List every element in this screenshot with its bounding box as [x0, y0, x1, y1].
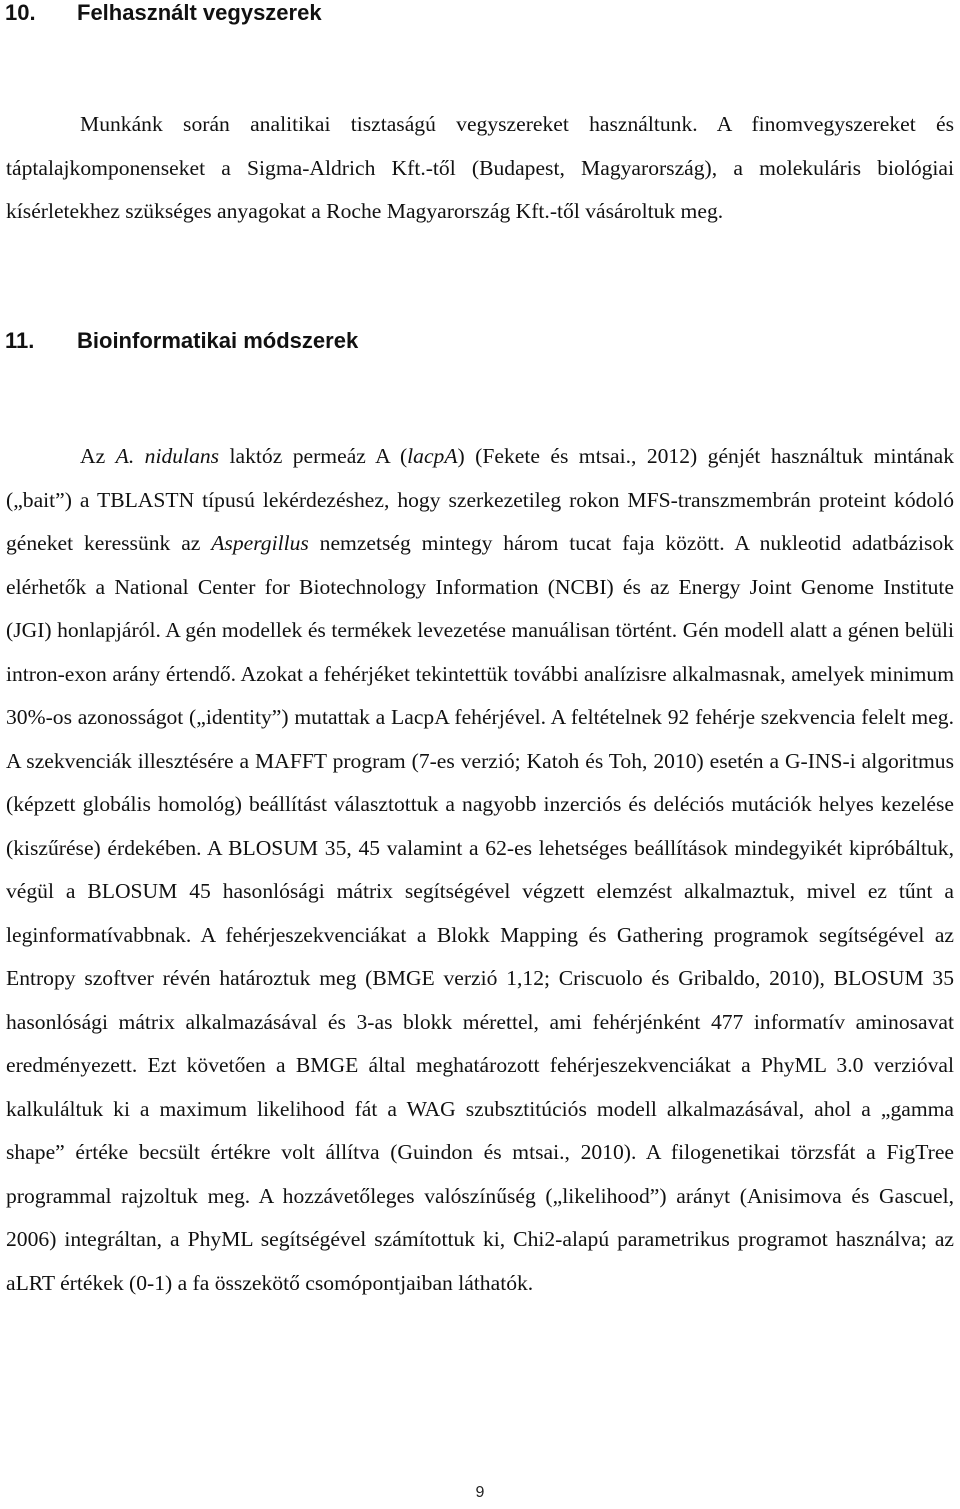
section-title: Bioinformatikai módszerek	[77, 328, 359, 353]
genus-name: Aspergillus	[211, 531, 309, 555]
paragraph-chemicals	[6, 103, 954, 234]
species-name: A. nidulans	[115, 444, 220, 468]
paragraph-text	[6, 435, 954, 1305]
gene-name: lacpA	[407, 444, 458, 468]
section-number: 10.	[5, 0, 36, 25]
text-run: ) (Fekete és mtsai., 2012) génjét használtuk mintának („bait”) a TBLASTN típusú lekérdezéshez, hogy szerkezetileg rokon MFS-transzmembrán proteint kódoló géneket keressünk az	[6, 444, 955, 555]
page-number: 9	[475, 1484, 485, 1501]
section-title: Felhasznált vegyszerek	[77, 0, 322, 25]
text-run: nemzetség mintegy három tucat faja között. A nukleotid adatbázisok elérhetők a National Center for Biotechnology Information (NCBI) és az Energy Joint Genome Institute (JGI) honlapjáról. A gén modellek és termékek levezetése manuálisan történt. Gén modell alatt a génen belüli intron-exon arány értendő. Azokat a fehérjéket tekintettük további analízisre alkalmasnak, amelyek minimum 30%-os azonosságot („identity”) mutattak a LacpA fehérjével. A feltételnek 92 fehérje szekvencia felelt meg. A szekvenciák illesztésére a MAFFT program (7-es verzió; Katoh és Toh, 2010) esetén a G-INS-i algoritmus (képzett globális homológ) beállítást választottuk a nagyobb inzerciós és deléciós mutációk helyes kezelése (kiszűrése) érdekében. A BLOSUM 35, 45 valamint a 62-es lehetséges beállítások mindegyikét kipróbáltuk, végül a BLOSUM 45 hasonlósági mátrix segítségével végzett elemzést alkalmaztuk, mivel ez tűnt a leginformatívabbnak. A fehérjeszekvenciákat a Blokk Mapping és Gathering programok segítségével az Entropy szoftver révén határoztuk meg (BMGE verzió 1,12; Criscuolo és Gribaldo, 2010), BLOSUM 35 hasonlósági mátrix alkalmazásával és 3-as blokk mérettel, ami fehérjénként 477 informatív aminosavat eredményezett. Ezt követően a BMGE által meghatározott fehérjeszekvenciákat a PhyML 3.0 verzióval kalkuláltuk ki a maximum likelihood fát a WAG szubsztitúciós modell alkalmazásával, ahol a „gamma shape” értéke becsült értékre volt állítva (Guindon és mtsai., 2010). A filogenetikai törzsfát a FigTree programmal rajzoltuk meg. A hozzávetőleges valószínűség („likelihood”) arányt (Anisimova és Gascuel, 2006) integráltan, a PhyML segítségével számítottuk ki, Chi2-alapú parametrikus programot használva; az aLRT értékek (0-1) a fa összekötő csomópontjaiban láthatók.	[6, 531, 954, 1295]
section-heading-11	[5, 328, 358, 354]
section-number: 11.	[5, 328, 35, 353]
section-heading-10	[5, 0, 322, 26]
text-run: laktóz permeáz A (	[219, 444, 408, 468]
text-run: Az	[80, 444, 116, 468]
paragraph-text: Munkánk során analitikai tisztaságú vegyszereket használtunk. A finomvegyszereket és táptalajkomponenseket a Sigma-Aldrich Kft.-től (Budapest, Magyarország), a molekuláris biológiai kísérletekhez szükséges anyagokat a Roche Magyarország Kft.-től vásároltuk meg.	[6, 112, 954, 223]
paragraph-bioinformatics	[6, 435, 954, 1305]
